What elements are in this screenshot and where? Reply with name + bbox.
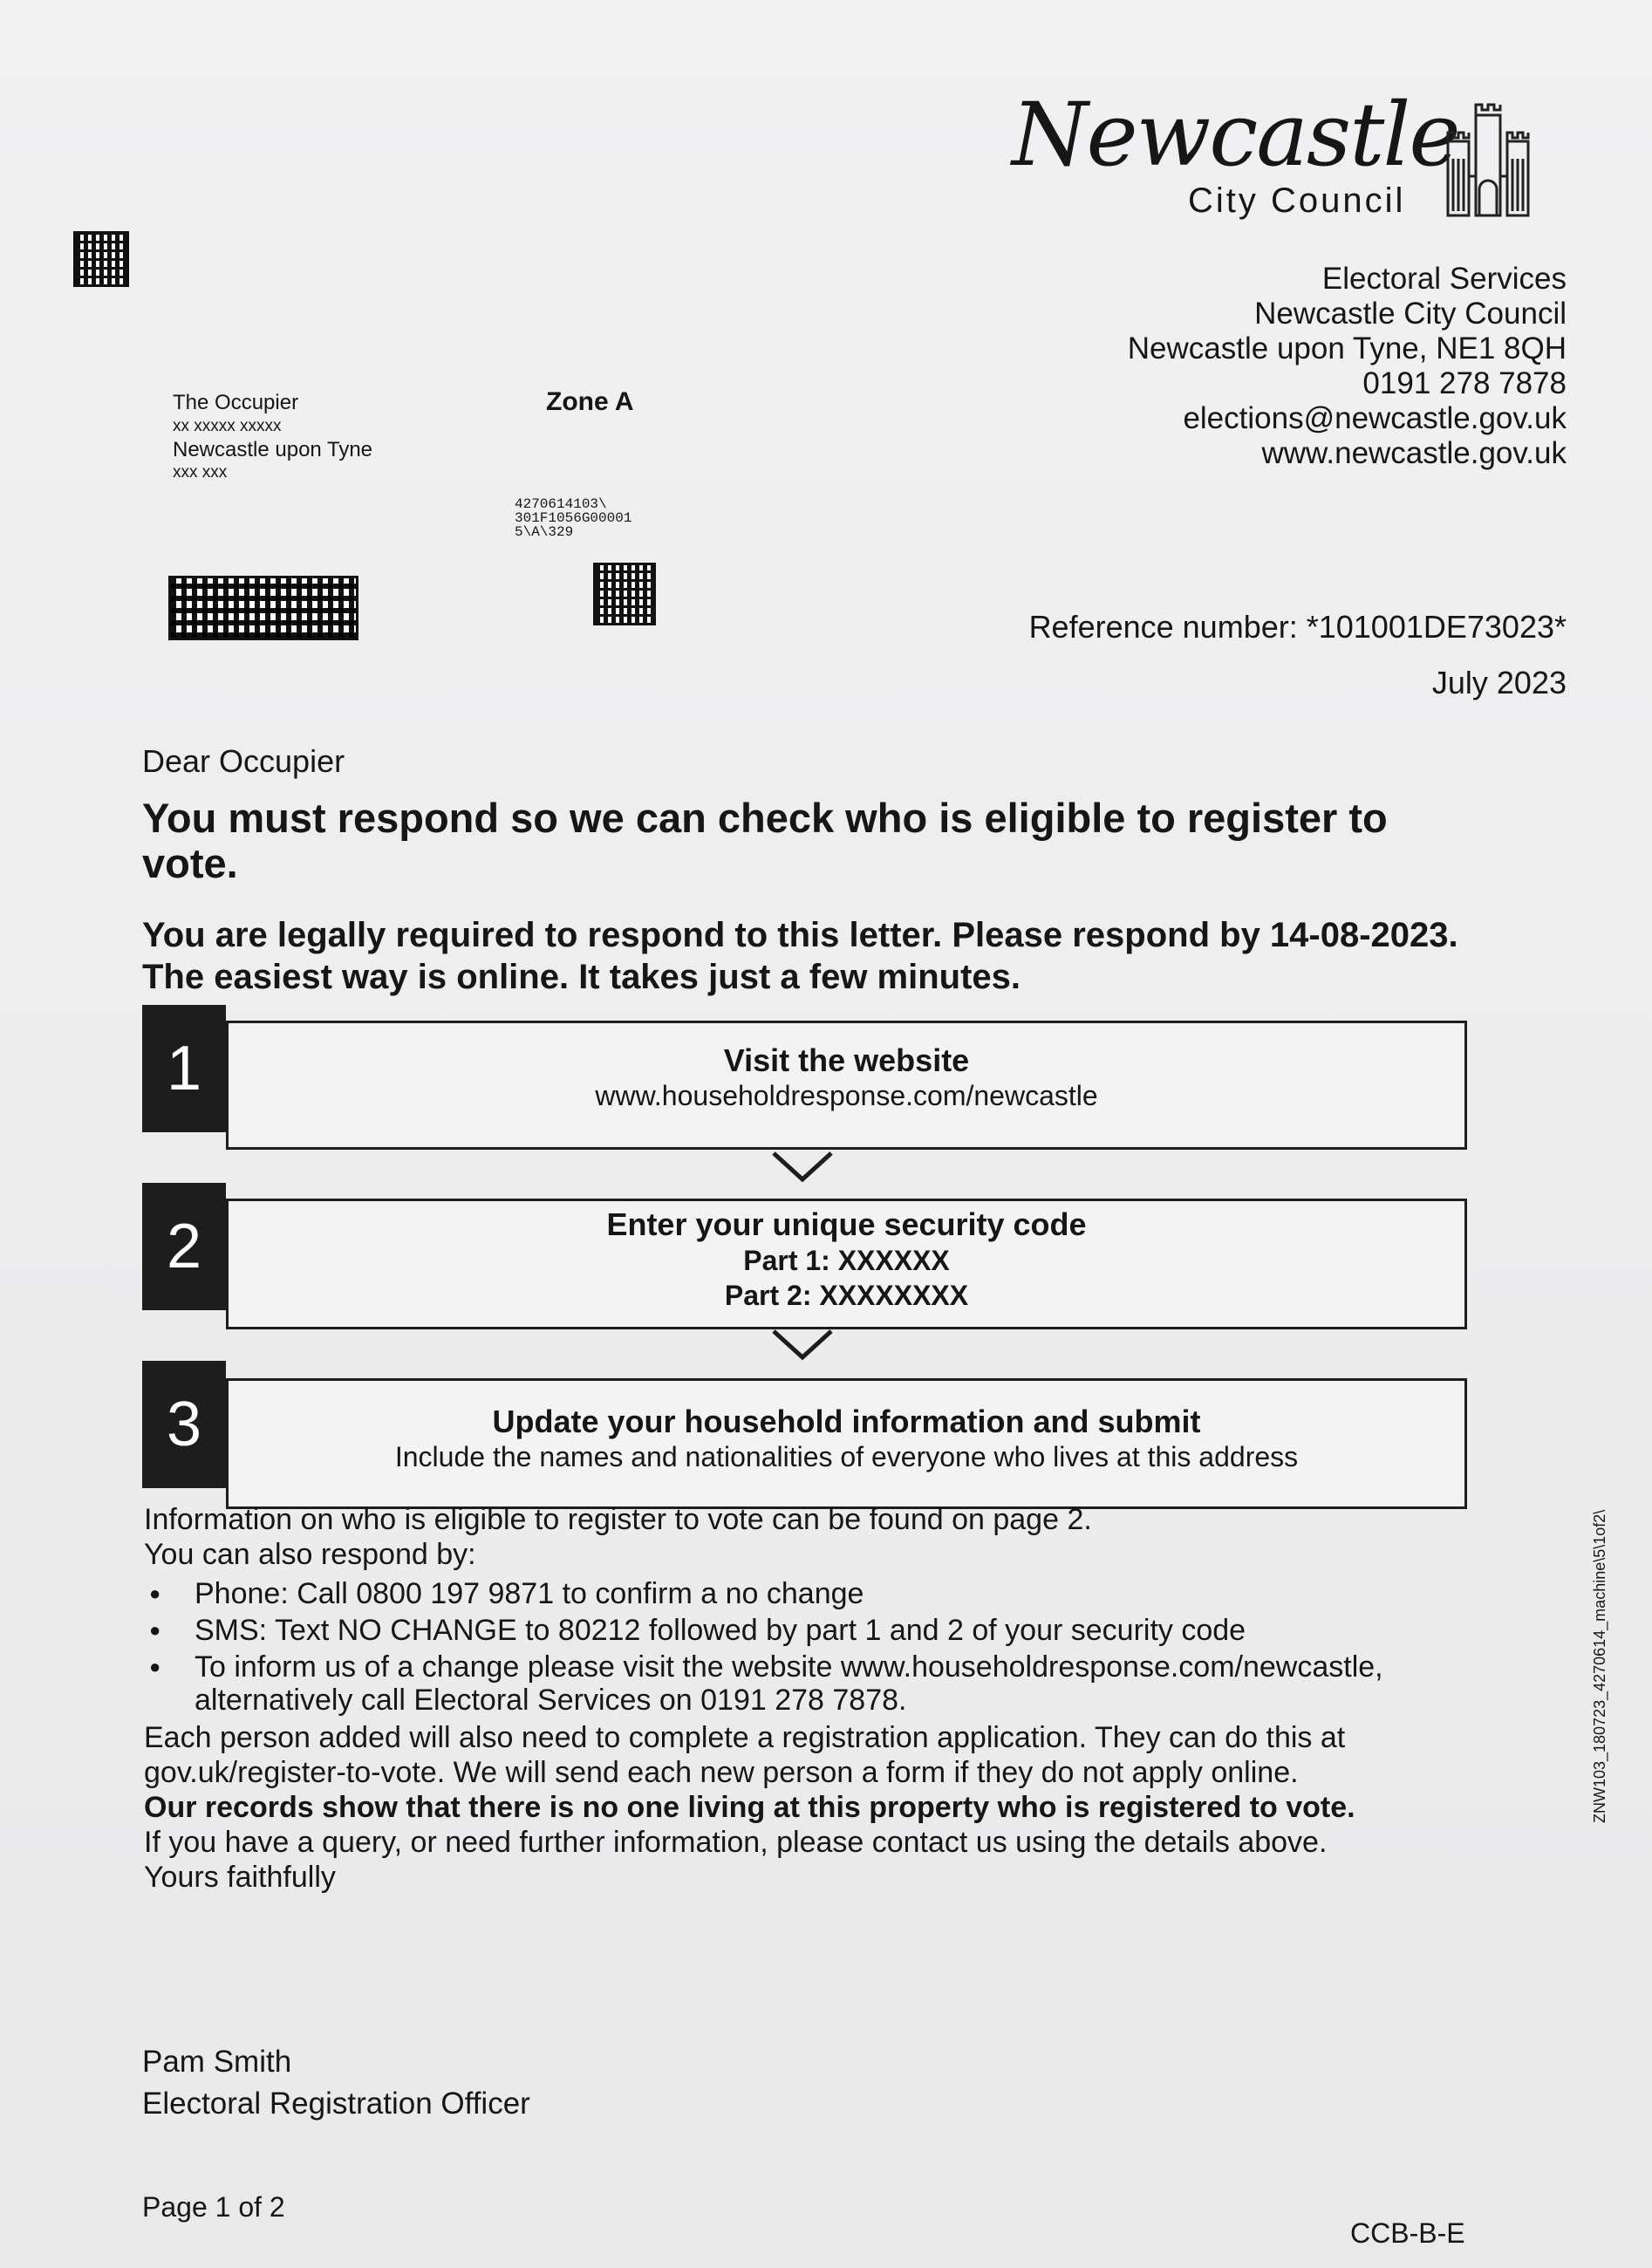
council-logo-subtitle: City Council	[1188, 181, 1406, 220]
step-2-number: 2	[142, 1183, 226, 1310]
sender-website: www.newcastle.gov.uk	[1261, 436, 1567, 470]
council-logo-wordmark: Newcastle	[1012, 84, 1459, 186]
step-1-title: Visit the website	[723, 1042, 970, 1078]
recipient-line: xxx xxx	[173, 463, 228, 482]
step-2-box	[226, 1199, 1467, 1329]
mail-code-line: 4270614103\	[515, 496, 607, 512]
recipient-line: xx xxxxx xxxxx	[173, 417, 282, 435]
recipient-address	[173, 391, 372, 483]
step-3-description: Include the names and nationalities of everyone who lives at this address	[394, 1441, 1299, 1472]
recipient-line: Newcastle upon Tyne	[173, 438, 373, 461]
sender-line: Electoral Services	[1321, 262, 1567, 296]
small-datamatrix-code	[593, 563, 656, 625]
eligibility-note: Information on who is eligible to register to vote can be found on page 2.	[144, 1503, 1092, 1536]
corner-datamatrix-code	[73, 231, 129, 287]
step-2-title: Enter your unique security code	[606, 1206, 1087, 1242]
castle-icon	[1444, 98, 1532, 220]
signatory-title: Electoral Registration Officer	[142, 2087, 530, 2121]
each-person-paragraph: Each person added will also need to complete a registration application. They can do this at gov.uk/register-to-vote. We will send each new person a form if they do not apply online.	[144, 1721, 1346, 1789]
page-number: Page 1 of 2	[142, 2191, 285, 2223]
sender-line: 0191 278 7878	[1362, 366, 1567, 400]
sender-address	[956, 262, 1567, 471]
step-3-title: Update your household information and submit	[492, 1404, 1201, 1439]
mail-code-line: 5\A\329	[515, 524, 574, 540]
chevron-down-icon	[772, 1150, 833, 1185]
postal-barcode	[168, 576, 358, 640]
step-1-box	[226, 1021, 1467, 1150]
subheadline: You are legally required to respond to this letter. Please respond by 14-08-2023. The easiest way is online. It takes just a few minutes.	[142, 916, 1458, 996]
also-respond-intro: You can also respond by:	[144, 1538, 476, 1571]
info-section	[144, 1502, 1487, 1895]
query-paragraph: If you have a query, or need further information, please contact us using the details above.	[144, 1826, 1328, 1859]
step-1-number: 1	[142, 1005, 226, 1132]
chevron-down-icon	[772, 1328, 833, 1363]
signature-block	[142, 2041, 530, 2125]
mail-sort-code	[515, 497, 631, 539]
security-code-part-1: Part 1: XXXXXX	[743, 1245, 950, 1276]
mail-code-line: 301F1056G00001	[515, 510, 632, 526]
list-item-change: ● To inform us of a change please visit the website www.householdresponse.com/newcastle, alternatively call Electoral Services on 0191 278 7878.	[144, 1650, 1487, 1717]
list-item-phone: ● Phone: Call 0800 197 9871 to confirm a no change	[144, 1577, 1487, 1610]
sender-email: elections@newcastle.gov.uk	[1183, 401, 1567, 435]
closing: Yours faithfully	[144, 1861, 336, 1894]
response-options-list	[144, 1577, 1487, 1717]
letter-date: July 2023	[1431, 665, 1567, 700]
side-print-code: ZNW103_180723_4270614_machine\5\1of2\	[1591, 1509, 1608, 1823]
step-3-number: 3	[142, 1361, 226, 1488]
signatory-name: Pam Smith	[142, 2045, 292, 2079]
reference-number: Reference number: *101001DE73023*	[1028, 609, 1567, 645]
records-statement: Our records show that there is no one living at this property who is registered to vote.	[144, 1791, 1355, 1824]
headline: You must respond so we can check who is eligible to register to vote.	[142, 795, 1388, 886]
zone-label: Zone A	[546, 387, 634, 416]
sender-line: Newcastle upon Tyne, NE1 8QH	[1127, 331, 1567, 365]
security-code-part-2: Part 2: XXXXXXXX	[724, 1280, 969, 1311]
step-3-box	[226, 1378, 1467, 1509]
recipient-line: The Occupier	[173, 391, 299, 414]
sender-line: Newcastle City Council	[1254, 297, 1567, 331]
list-item-sms: ● SMS: Text NO CHANGE to 80212 followed by part 1 and 2 of your security code	[144, 1614, 1487, 1647]
salutation: Dear Occupier	[142, 743, 345, 779]
form-code: CCB-B-E	[1350, 2217, 1465, 2249]
step-1-url[interactable]: www.householdresponse.com/newcastle	[595, 1080, 1098, 1111]
